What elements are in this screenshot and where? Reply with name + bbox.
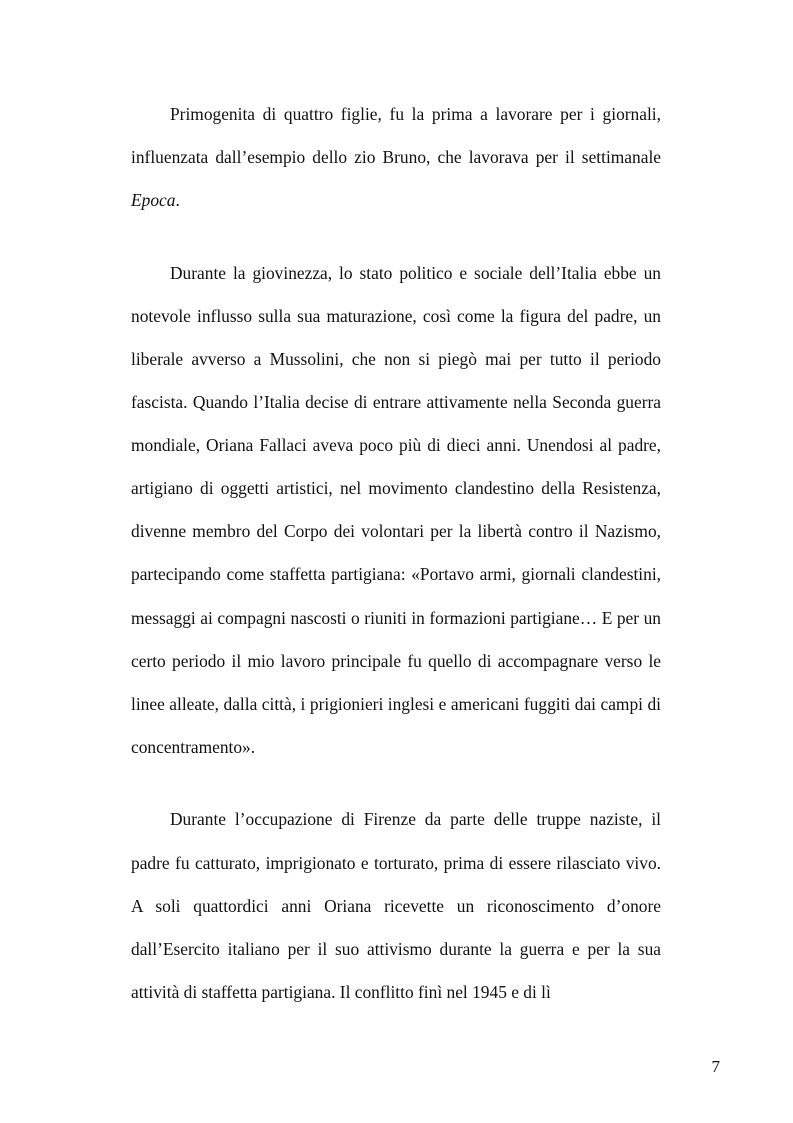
paragraph-3: Durante l’occupazione di Firenze da parte delle truppe naziste, il padre fu catturato, imprigionato e torturato, prima di essere rilasciato vivo. A soli quattordici anni Oriana ricevette un riconoscimento d’onore dall’Esercito italiano per il suo attivismo durante la guerra e per la sua attività di staffetta partigiana. Il conflitto finì nel 1945 e di lì	[131, 809, 661, 1002]
paragraph-1-text-before: Primogenita di quattro figlie, fu la prima a lavorare per i giornali, influenzata dall’esempio dello zio Bruno, che lavorava per il settimanale	[131, 104, 661, 168]
magazine-title-emphasis: Epoca	[131, 190, 176, 211]
paragraph-2: Durante la giovinezza, lo stato politico e sociale dell’Italia ebbe un notevole influsso sulla sua maturazione, così come la figura del padre, un liberale avverso a Mussolini, che non si piegò mai per tutto il periodo fascista. Quando l’Italia decise di entrare attivamente nella Seconda guerra mondiale, Oriana Fallaci aveva poco più di dieci anni. Unendosi al padre, artigiano di oggetti artistici, nel movimento clandestino della Resistenza, divenne membro del Corpo dei volontari per la libertà contro il Nazismo, partecipando come staffetta partigiana: «Portavo armi, giornali clandestini, messaggi ai compagni nascosti o riuniti in formazioni partigiane… E per un certo periodo il mio lavoro principale fu quello di accompagnare verso le linee alleate, dalla città, i prigionieri inglesi e americani fuggiti dai campi di concentramento».	[131, 262, 661, 757]
page-number: 7	[711, 1057, 720, 1076]
body-text	[131, 93, 661, 1014]
paragraph-1-text-after: .	[175, 190, 180, 211]
paragraph-1	[131, 93, 661, 222]
